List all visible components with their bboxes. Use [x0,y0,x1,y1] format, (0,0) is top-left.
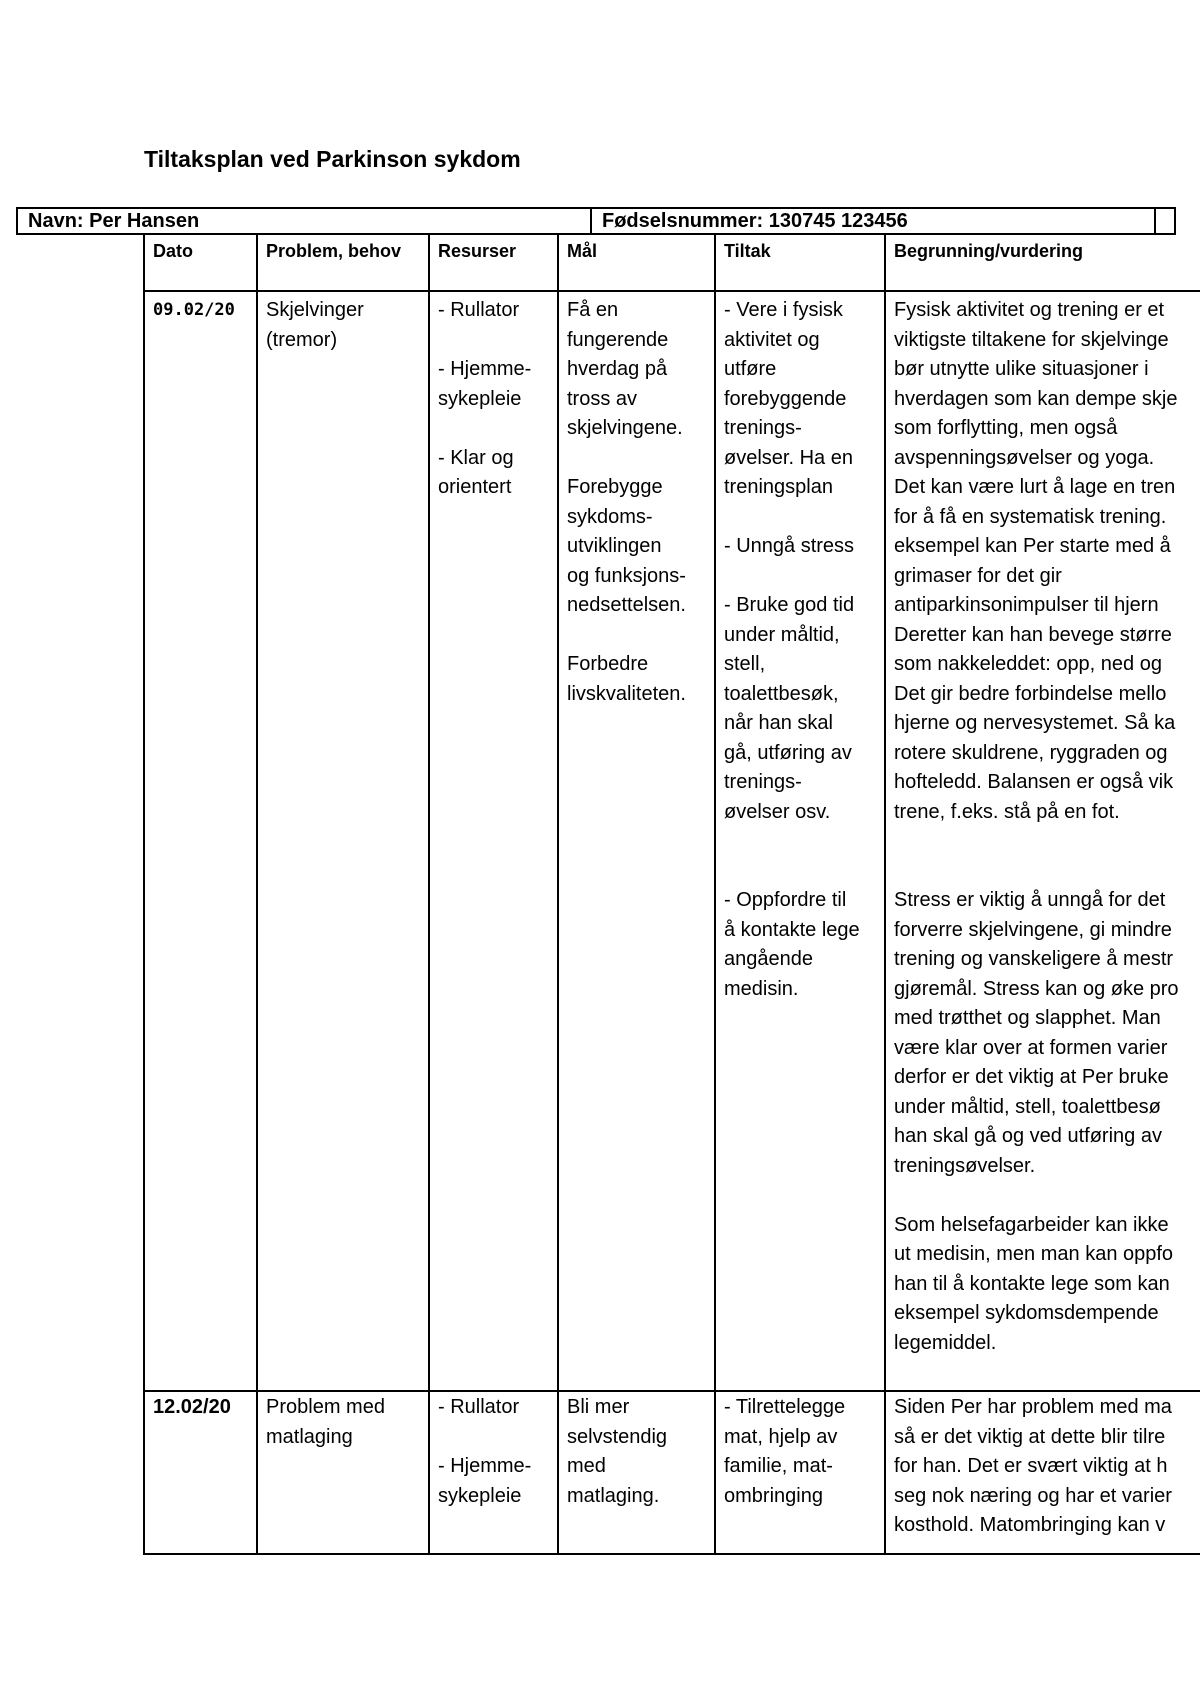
header-mal: Mål [567,241,598,261]
cell-line: - Unngå stress [724,535,855,557]
cell-line: under måltid, stell, toalettbesø [894,1095,1161,1118]
row-2-resurser [430,1393,557,1511]
cell-line: for han. Det er svært viktig at h [894,1455,1168,1477]
cell-line: - Rullator [438,299,520,321]
cell-line: med [567,1455,606,1477]
row-1-mal [559,296,714,709]
patient-name: Navn: Per Hansen [18,209,592,233]
cell-line: - Bruke god tid [724,594,855,616]
cell-line: matlaging [266,1425,353,1448]
cell-line: under måltid, [724,623,840,646]
row-border [143,1390,1200,1392]
cell-line: som forflytting, men også [894,417,1118,439]
cell-line: toalettbesøk, [724,682,839,705]
cell-line: med trøtthet og slapphet. Man [894,1007,1161,1029]
cell-line: sykepleie [438,387,522,410]
cell-line: øvelser osv. [724,800,831,823]
cell-line: eksempel sykdomsdempende [894,1302,1159,1324]
cell-line: å kontakte lege [724,918,860,941]
cell-line: Skjelvinger [266,299,364,321]
column-border [143,235,145,1553]
cell-line [567,444,706,474]
cell-line: kosthold. Matombringing kan v [894,1514,1166,1536]
cell-line: - Vere i fysisk [724,299,843,321]
cell-line: legemiddel. [894,1331,997,1354]
cell-line [724,857,876,887]
cell-line: Deretter kan han bevege større [894,623,1172,646]
cell-line: ombringing [724,1484,823,1507]
cell-line [724,562,876,592]
cell-line: bør utnytte ulike situasjoner i [894,358,1149,380]
cell-line: orientert [438,476,512,498]
row-2-dato: 12.02/20 [153,1396,231,1418]
row-1-tiltak [716,296,884,1004]
cell-line: trenings- [724,417,802,439]
cell-line: og funksjons- [567,564,686,587]
cell-line: gå, utføring av [724,741,852,764]
header-tiltak: Tiltak [724,241,771,261]
cell-line: mat, hjelp av [724,1425,838,1448]
cell-line [438,414,549,444]
cell-line: trenings- [724,771,802,793]
cell-line: - Rullator [438,1396,520,1418]
cell-line [894,827,1192,857]
cell-line: øvelser. Ha en [724,446,853,469]
cell-line: eksempel kan Per starte med å [894,535,1171,557]
cell-line: sykepleie [438,1484,522,1507]
cell-line [567,621,706,651]
cell-line: ut medisin, men man kan oppfo [894,1243,1174,1265]
cell-line: nedsettelsen. [567,594,686,616]
cell-line: seg nok næring og har et varier [894,1484,1172,1507]
row-1-problem [258,296,428,355]
cell-line: antiparkinsonimpulser til hjern [894,594,1159,616]
patient-info-table [16,207,1176,235]
cell-line: viktigste tiltakene for skjelvinge [894,328,1169,351]
cell-line: han til å kontakte lege som kan [894,1272,1170,1295]
cell-line [438,326,549,356]
cell-line: han skal gå og ved utføring av [894,1125,1162,1147]
patient-id-number: Fødselsnummer: 130745 123456 [592,209,1156,233]
cell-line: Fysisk aktivitet og trening er et [894,299,1165,321]
header-problem: Problem, behov [266,241,402,261]
cell-line: skjelvingene. [567,417,683,439]
cell-line: utviklingen [567,535,662,557]
cell-line: - Hjemme- [438,358,532,380]
cell-line: rotere skuldrene, ryggraden og [894,741,1168,764]
cell-line: trene, f.eks. stå på en fot. [894,800,1120,823]
cell-line: gjøremål. Stress kan og øke pro [894,977,1179,1000]
cell-line: Stress er viktig å unngå for det [894,889,1166,911]
column-border [256,235,258,1553]
cell-line [438,1423,549,1453]
cell-line: Få en [567,299,619,321]
cell-line: livskvaliteten. [567,682,686,705]
page-title: Tiltaksplan ved Parkinson sykdom [144,146,521,172]
header-dato: Dato [153,241,193,261]
row-2-problem [258,1393,428,1452]
cell-line: derfor er det viktig at Per bruke [894,1066,1169,1088]
cell-line: når han skal [724,712,833,734]
cell-line: så er det viktig at dette blir tilre [894,1425,1166,1448]
cell-line: utføre [724,358,777,380]
cell-line: fungerende [567,328,669,351]
cell-line: forverre skjelvingene, gi mindre [894,918,1172,941]
header-begrunning: Begrunning/vurdering [894,241,1083,261]
cell-line: - Tilrettelegge [724,1396,846,1418]
row-1-begrunning [886,296,1200,1358]
cell-line: - Oppfordre til [724,889,847,911]
cell-line: Det kan være lurt å lage en tren [894,476,1176,498]
cell-line: avspenningsøvelser og yoga. [894,446,1155,469]
cell-line [894,1181,1192,1211]
cell-line: (tremor) [266,328,338,351]
cell-line: - Klar og [438,446,514,469]
cell-line: sykdoms- [567,505,653,528]
row-2-begrunning [886,1393,1200,1541]
cell-line: Forebygge [567,476,663,498]
cell-line [724,827,876,857]
cell-line: hverdagen som kan dempe skje [894,387,1178,410]
cell-line: være klar over at formen varier [894,1036,1168,1059]
row-2-mal [559,1393,714,1511]
row-1-dato: 09.02/20 [153,300,235,320]
row-1-resurser [430,296,557,503]
header-resurser: Resurser [438,241,517,261]
cell-line: Som helsefagarbeider kan ikke [894,1213,1169,1236]
cell-line: aktivitet og [724,328,820,351]
cell-line: hjerne og nervesystemet. Så ka [894,712,1176,734]
action-plan-table [143,235,1200,1555]
cell-line: forebyggende [724,387,847,410]
cell-line: treningsøvelser. [894,1154,1036,1177]
cell-line: for å få en systematisk trening. [894,505,1167,528]
cell-line: Problem med [266,1396,385,1418]
cell-line: Det gir bedre forbindelse mello [894,682,1167,705]
cell-line: trening og vanskeligere å mestr [894,948,1174,970]
row-2-tiltak [716,1393,884,1511]
cell-line: - Hjemme- [438,1455,532,1477]
cell-line: medisin. [724,977,799,1000]
cell-line: treningsplan [724,476,833,498]
cell-line [894,857,1192,887]
cell-line: familie, mat- [724,1455,833,1477]
cell-line: tross av [567,387,638,410]
cell-line: Forbedre [567,653,649,675]
cell-line: Bli mer [567,1396,630,1418]
cell-line: angående [724,948,813,970]
cell-line: hofteledd. Balansen er også vik [894,771,1174,793]
row-border [143,290,1200,292]
cell-line: Siden Per har problem med ma [894,1396,1172,1418]
cell-line: grimaser for det gir [894,564,1062,587]
cell-line: som nakkeleddet: opp, ned og [894,653,1162,675]
cell-line [724,503,876,533]
cell-line: matlaging. [567,1484,660,1507]
cell-line: selvstendig [567,1425,668,1448]
cell-line: stell, [724,653,766,675]
cell-line: hverdag på [567,358,668,380]
